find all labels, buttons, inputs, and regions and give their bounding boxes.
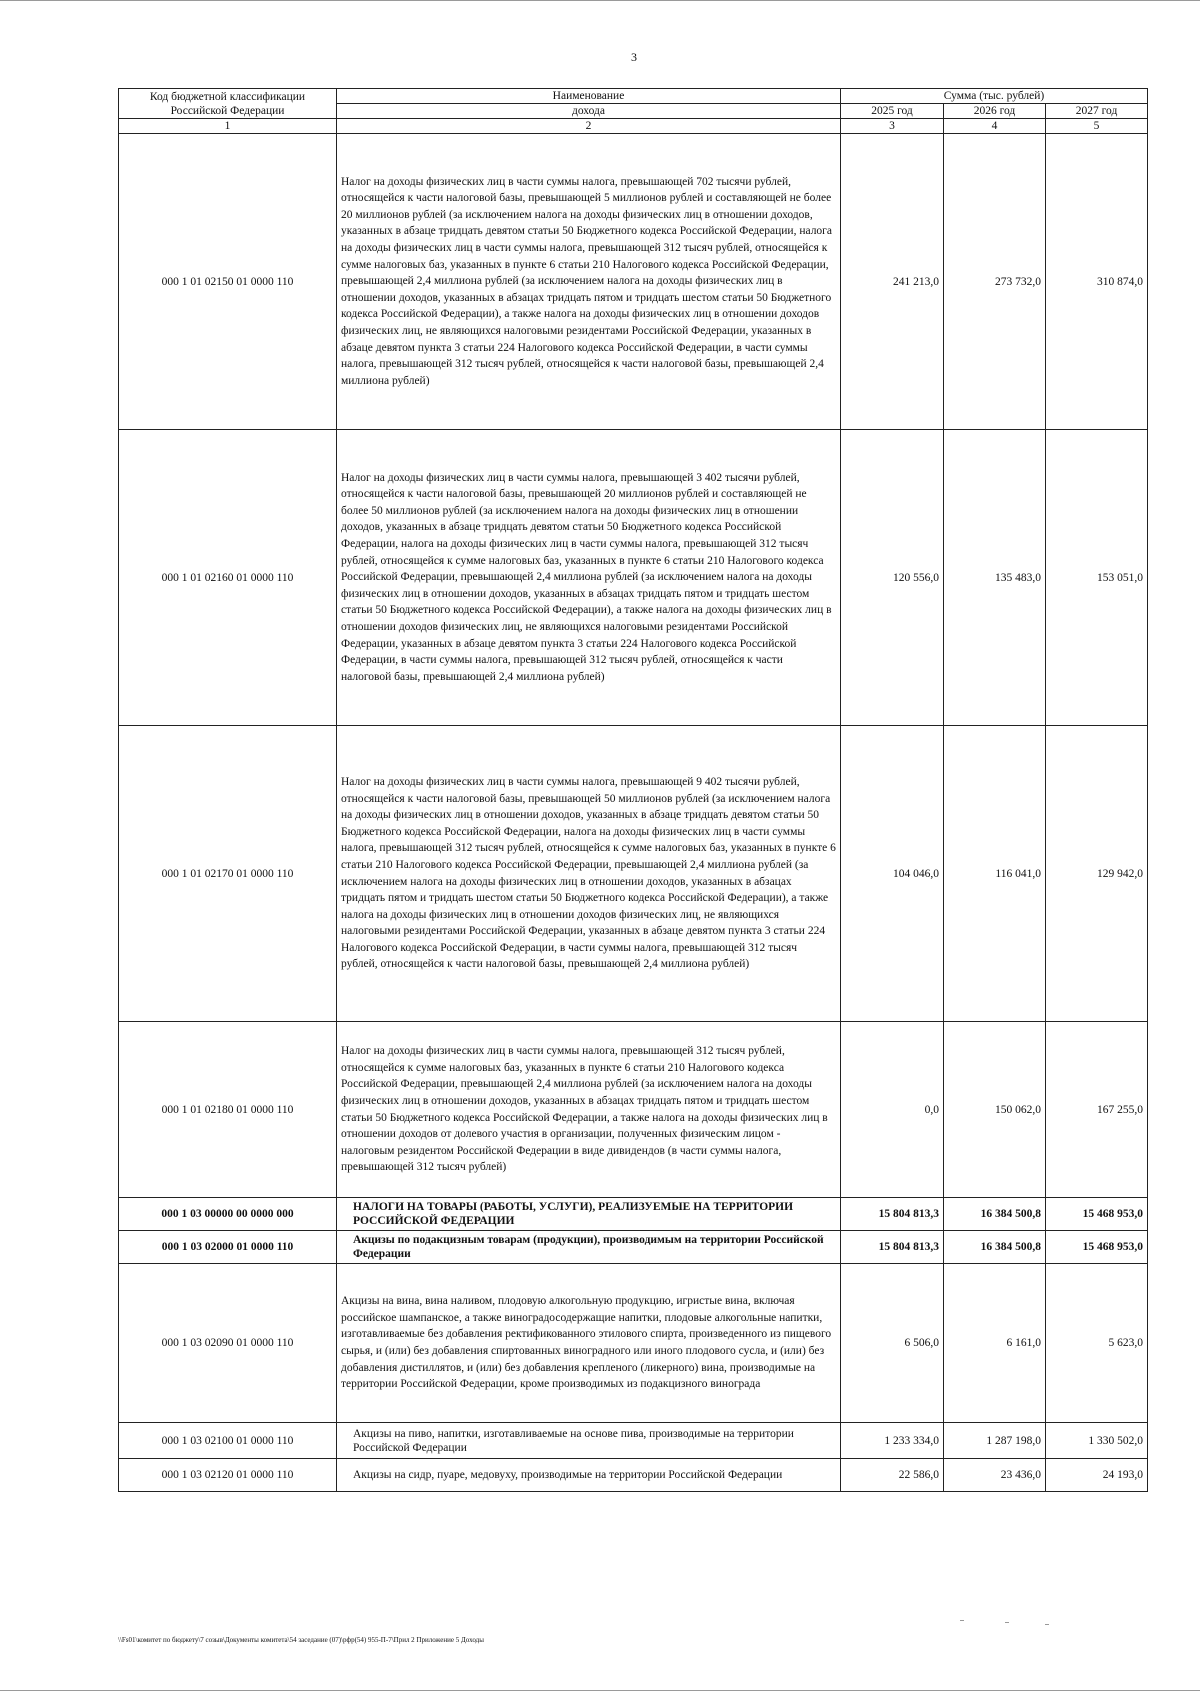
header-year-2026: 2026 год bbox=[944, 104, 1046, 119]
row-value-2026: 6 161,0 bbox=[944, 1264, 1046, 1423]
col-number-5: 5 bbox=[1046, 119, 1148, 134]
row-value-2026: 16 384 500,8 bbox=[944, 1231, 1046, 1264]
scan-edge-top bbox=[0, 0, 1200, 1]
row-value-2026: 135 483,0 bbox=[944, 430, 1046, 726]
row-value-2027: 129 942,0 bbox=[1046, 726, 1148, 1022]
row-value-2025: 15 804 813,3 bbox=[841, 1231, 944, 1264]
row-value-2025: 104 046,0 bbox=[841, 726, 944, 1022]
row-value-2025: 1 233 334,0 bbox=[841, 1423, 944, 1459]
row-value-2025: 241 213,0 bbox=[841, 134, 944, 430]
table-row bbox=[119, 430, 1148, 726]
row-name: Акцизы на вина, вина наливом, плодовую алкогольную продукцию, игристые вина, включая российское шампанское, а также виноградосодержащие напитки, плодовые алкогольные напитки, изготавливаемые без добавления ректификованного этилового спирта, произведенного из пищевого сырья, и (или) без добавления спиртованных виноградного или иного плодового сусла, и (или) без добавления дистиллятов, и (или) без добавления крепленого (ликерного) вина, производимые на территории Российской Федерации, кроме производимых из подакцизного винограда bbox=[337, 1264, 841, 1423]
row-value-2027: 15 468 953,0 bbox=[1046, 1231, 1148, 1264]
header-sum: Сумма (тыс. рублей) bbox=[841, 89, 1148, 104]
budget-revenue-table bbox=[118, 88, 1148, 1492]
footer-file-path: \\Fs01\комитет по бюджету\7 созыв\Документы комитета\54 заседание (07)\рфр(54) 955-П-7\Прил 2 Приложение 5 Доходы bbox=[118, 1636, 484, 1644]
table-row-subtotal bbox=[119, 1231, 1148, 1264]
row-code: 000 1 01 02160 01 0000 110 bbox=[119, 430, 337, 726]
row-value-2025: 22 586,0 bbox=[841, 1459, 944, 1492]
row-code: 000 1 03 02090 01 0000 110 bbox=[119, 1264, 337, 1423]
row-value-2027: 24 193,0 bbox=[1046, 1459, 1148, 1492]
table-row bbox=[119, 1459, 1148, 1492]
scan-speck bbox=[1005, 1622, 1009, 1623]
row-name: Налог на доходы физических лиц в части суммы налога, превышающей 702 тысячи рублей, относящейся к части налоговой базы, превышающей 5 миллионов рублей и составляющей не более 20 миллионов рублей (за исключением налога на доходы физических лиц в отношении доходов, указанных в абзаце тридцать девятом статьи 50 Бюджетного кодекса Российской Федерации, налога на доходы физических лиц в части суммы налога, превышающей 312 тысяч рублей, относящейся к сумме налоговых баз, указанных в пункте 6 статьи 210 Налогового кодекса Российской Федерации, превышающей 2,4 миллиона рублей (за исключением налога на доходы физических лиц в отношении доходов, указанных в абзацах тридцать пятом и тридцать шестом статьи 50 Бюджетного кодекса Российской Федерации), а также налога на доходы физических лиц в отношении доходов физических лиц, не являющихся налоговыми резидентами Российской Федерации, указанных в абзаце девятом пункта 3 статьи 224 Налогового кодекса Российской Федерации, в части суммы налога, превышающей 312 тысяч рублей, относящейся к части налоговой базы, превышающей 2,4 миллиона рублей) bbox=[337, 134, 841, 430]
row-name: Акцизы на сидр, пуаре, медовуху, производимые на территории Российской Федерации bbox=[337, 1459, 841, 1492]
row-code: 000 1 03 02100 01 0000 110 bbox=[119, 1423, 337, 1459]
row-name: НАЛОГИ НА ТОВАРЫ (РАБОТЫ, УСЛУГИ), РЕАЛИЗУЕМЫЕ НА ТЕРРИТОРИИ РОССИЙСКОЙ ФЕДЕРАЦИИ bbox=[337, 1198, 841, 1231]
row-name: Налог на доходы физических лиц в части суммы налога, превышающей 9 402 тысячи рублей, относящейся к части налоговой базы, превышающей 50 миллионов рублей (за исключением налога на доходы физических лиц в отношении доходов, указанных в абзаце тридцать девятом статьи 50 Бюджетного кодекса Российской Федерации, налога на доходы физических лиц в части суммы налога, превышающей 312 тысяч рублей, относящейся к сумме налоговых баз, указанных в пункте 6 статьи 210 Налогового кодекса Российской Федерации, превышающей 2,4 миллиона рублей (за исключением налога на доходы физических лиц в отношении доходов, указанных в абзацах тридцать пятом и тридцать шестом статьи 50 Бюджетного кодекса Российской Федерации), а также налога на доходы физических лиц в отношении доходов физических лиц, не являющихся налоговыми резидентами Российской Федерации, указанных в абзаце девятом пункта 3 статьи 224 Налогового кодекса Российской Федерации, в части суммы налога, превышающей 312 тысяч рублей, относящейся к части налоговой базы, превышающей 2,4 миллиона рублей) bbox=[337, 726, 841, 1022]
table-row bbox=[119, 1264, 1148, 1423]
scan-speck bbox=[960, 1620, 964, 1621]
row-name: Налог на доходы физических лиц в части суммы налога, превышающей 312 тысяч рублей, относящейся к сумме налоговых баз, указанных в пункте 6 статьи 210 Налогового кодекса Российской Федерации, превышающей 2,4 миллиона рублей (за исключением налога на доходы физических лиц в отношении доходов, указанных в абзацах тридцать пятом и тридцать шестом статьи 50 Бюджетного кодекса Российской Федерации, а также налога на доходы физических лиц в отношении доходов от долевого участия в организации, полученных физическим лицом - налоговым резидентом Российской Федерации в виде дивидендов (в части суммы налога, превышающей 312 тысяч рублей) bbox=[337, 1022, 841, 1198]
page-number: 3 bbox=[631, 50, 637, 64]
row-code: 000 1 03 02120 01 0000 110 bbox=[119, 1459, 337, 1492]
row-code: 000 1 03 02000 01 0000 110 bbox=[119, 1231, 337, 1264]
table-row bbox=[119, 134, 1148, 430]
row-code: 000 1 01 02150 01 0000 110 bbox=[119, 134, 337, 430]
table-row-total bbox=[119, 1198, 1148, 1231]
row-value-2026: 23 436,0 bbox=[944, 1459, 1046, 1492]
row-value-2027: 15 468 953,0 bbox=[1046, 1198, 1148, 1231]
row-value-2025: 120 556,0 bbox=[841, 430, 944, 726]
row-value-2025: 15 804 813,3 bbox=[841, 1198, 944, 1231]
header-year-2027: 2027 год bbox=[1046, 104, 1148, 119]
row-value-2027: 1 330 502,0 bbox=[1046, 1423, 1148, 1459]
header-name-line2: дохода bbox=[337, 104, 841, 119]
header-year-2025: 2025 год bbox=[841, 104, 944, 119]
col-number-2: 2 bbox=[337, 119, 841, 134]
row-name: Акцизы по подакцизным товарам (продукции), производимым на территории Российской Федерации bbox=[337, 1231, 841, 1264]
row-name: Акцизы на пиво, напитки, изготавливаемые на основе пива, производимые на территории Российской Федерации bbox=[337, 1423, 841, 1459]
row-code: 000 1 01 02180 01 0000 110 bbox=[119, 1022, 337, 1198]
col-number-3: 3 bbox=[841, 119, 944, 134]
row-value-2027: 5 623,0 bbox=[1046, 1264, 1148, 1423]
header-code: Код бюджетной классификации Российской Федерации bbox=[119, 89, 337, 119]
table-row bbox=[119, 726, 1148, 1022]
row-name: Налог на доходы физических лиц в части суммы налога, превышающей 3 402 тысячи рублей, относящейся к части налоговой базы, превышающей 20 миллионов рублей и составляющей не более 50 миллионов рублей (за исключением налога на доходы физических лиц в отношении доходов, указанных в абзаце тридцать девятом статьи 50 Бюджетного кодекса Российской Федерации, налога на доходы физических лиц в части суммы налога, превышающей 312 тысяч рублей, относящейся к сумме налоговых баз, указанных в пункте 6 статьи 210 Налогового кодекса Российской Федерации, превышающей 2,4 миллиона рублей (за исключением налога на доходы физических лиц в отношении доходов, указанных в абзацах тридцать пятом и тридцать шестом статьи 50 Бюджетного кодекса Российской Федерации), а также налога на доходы физических лиц в отношении доходов физических лиц, не являющихся налоговыми резидентами Российской Федерации, указанных в абзаце девятом пункта 3 статьи 224 Налогового кодекса Российской Федерации, в части суммы налога, превышающей 312 тысяч рублей, относящейся к части налоговой базы, превышающей 2,4 миллиона рублей) bbox=[337, 430, 841, 726]
row-value-2025: 6 506,0 bbox=[841, 1264, 944, 1423]
row-code: 000 1 03 00000 00 0000 000 bbox=[119, 1198, 337, 1231]
scan-edge-bottom bbox=[0, 1690, 1200, 1691]
row-value-2026: 1 287 198,0 bbox=[944, 1423, 1046, 1459]
row-value-2027: 167 255,0 bbox=[1046, 1022, 1148, 1198]
col-number-1: 1 bbox=[119, 119, 337, 134]
row-value-2025: 0,0 bbox=[841, 1022, 944, 1198]
row-value-2027: 310 874,0 bbox=[1046, 134, 1148, 430]
table-row bbox=[119, 1423, 1148, 1459]
row-code: 000 1 01 02170 01 0000 110 bbox=[119, 726, 337, 1022]
scan-speck bbox=[1045, 1624, 1049, 1625]
row-value-2026: 150 062,0 bbox=[944, 1022, 1046, 1198]
table-row bbox=[119, 1022, 1148, 1198]
row-value-2027: 153 051,0 bbox=[1046, 430, 1148, 726]
header-name-line1: Наименование bbox=[337, 89, 841, 104]
row-value-2026: 273 732,0 bbox=[944, 134, 1046, 430]
row-value-2026: 16 384 500,8 bbox=[944, 1198, 1046, 1231]
col-number-4: 4 bbox=[944, 119, 1046, 134]
row-value-2026: 116 041,0 bbox=[944, 726, 1046, 1022]
